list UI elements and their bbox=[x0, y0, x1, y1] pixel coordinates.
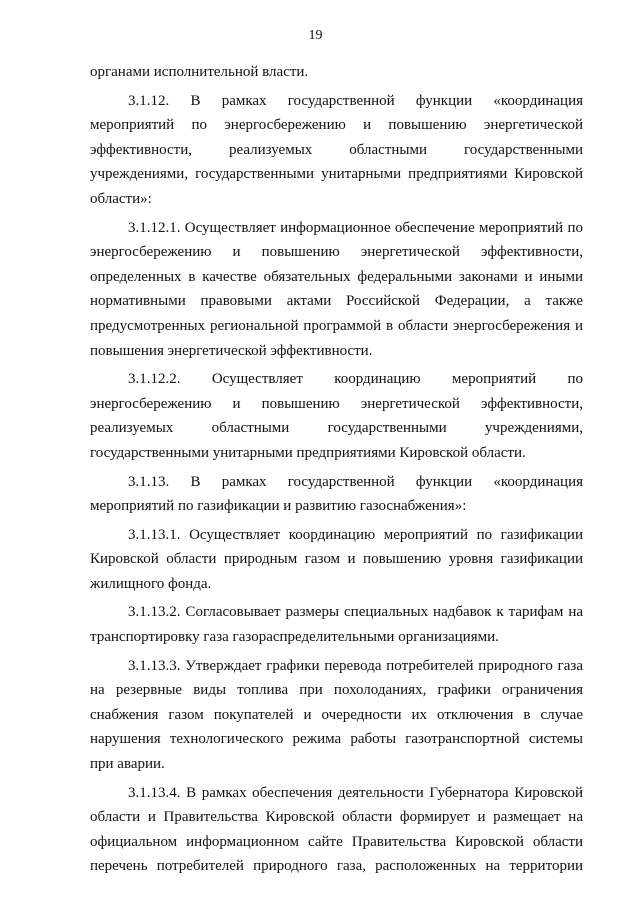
document-body bbox=[90, 60, 583, 879]
paragraph-3-1-13-1: 3.1.13.1. Осуществляет координацию мероприятий по газификации Кировской области природным газом и повышению уровня газификации жилищного фонда. bbox=[90, 526, 583, 592]
paragraph-3-1-13-4: 3.1.13.4. В рамках обеспечения деятельности Губернатора Кировской области и Правительства Кировской области формирует и размещает на официальном информационном сайте Правительства Кировской области перечень потребителей природного газа, расположенных на территории bbox=[90, 784, 583, 875]
paragraph-3-1-13-3: 3.1.13.3. Утверждает графики перевода потребителей природного газа на резервные виды топлива при похолоданиях, графики ограничения снабжения газом покупателей и очередности их отключения в случае нарушения технологического режима работы газотранспортной системы при аварии. bbox=[90, 657, 583, 773]
paragraph-3-1-12: 3.1.12. В рамках государственной функции «координация мероприятий по энергосбережению и повышению энергетической эффективности, реализуемых областными государственными учреждениями, государственными унитарными предприятиями Кировской области»: bbox=[90, 92, 583, 207]
paragraph-3-1-13: 3.1.13. В рамках государственной функции «координация мероприятий по газификации и развитию газоснабжения»: bbox=[90, 473, 583, 515]
paragraph-continuation: органами исполнительной власти. bbox=[90, 64, 309, 80]
paragraph-3-1-13-2: 3.1.13.2. Согласовывает размеры специальных надбавок к тарифам на транспортировку газа газораспределительными организациями. bbox=[90, 604, 583, 646]
paragraph-3-1-12-2: 3.1.12.2. Осуществляет координацию мероприятий по энергосбережению и повышению энергетической эффективности, реализуемых областными государственными учреждениями, государственными унитарными предприятиями Кировской области. bbox=[90, 371, 583, 461]
paragraph-3-1-12-1: 3.1.12.1. Осуществляет информационное обеспечение мероприятий по энергосбережению и повышению энергетической эффективности, определенных в качестве обязательных федеральными законами и иными нормативными правовыми актами Российской Федерации, а также предусмотренных региональной программой в области энергосбережения и повышения энергетической эффективности. bbox=[90, 219, 583, 359]
page-number: 19 bbox=[308, 28, 323, 43]
